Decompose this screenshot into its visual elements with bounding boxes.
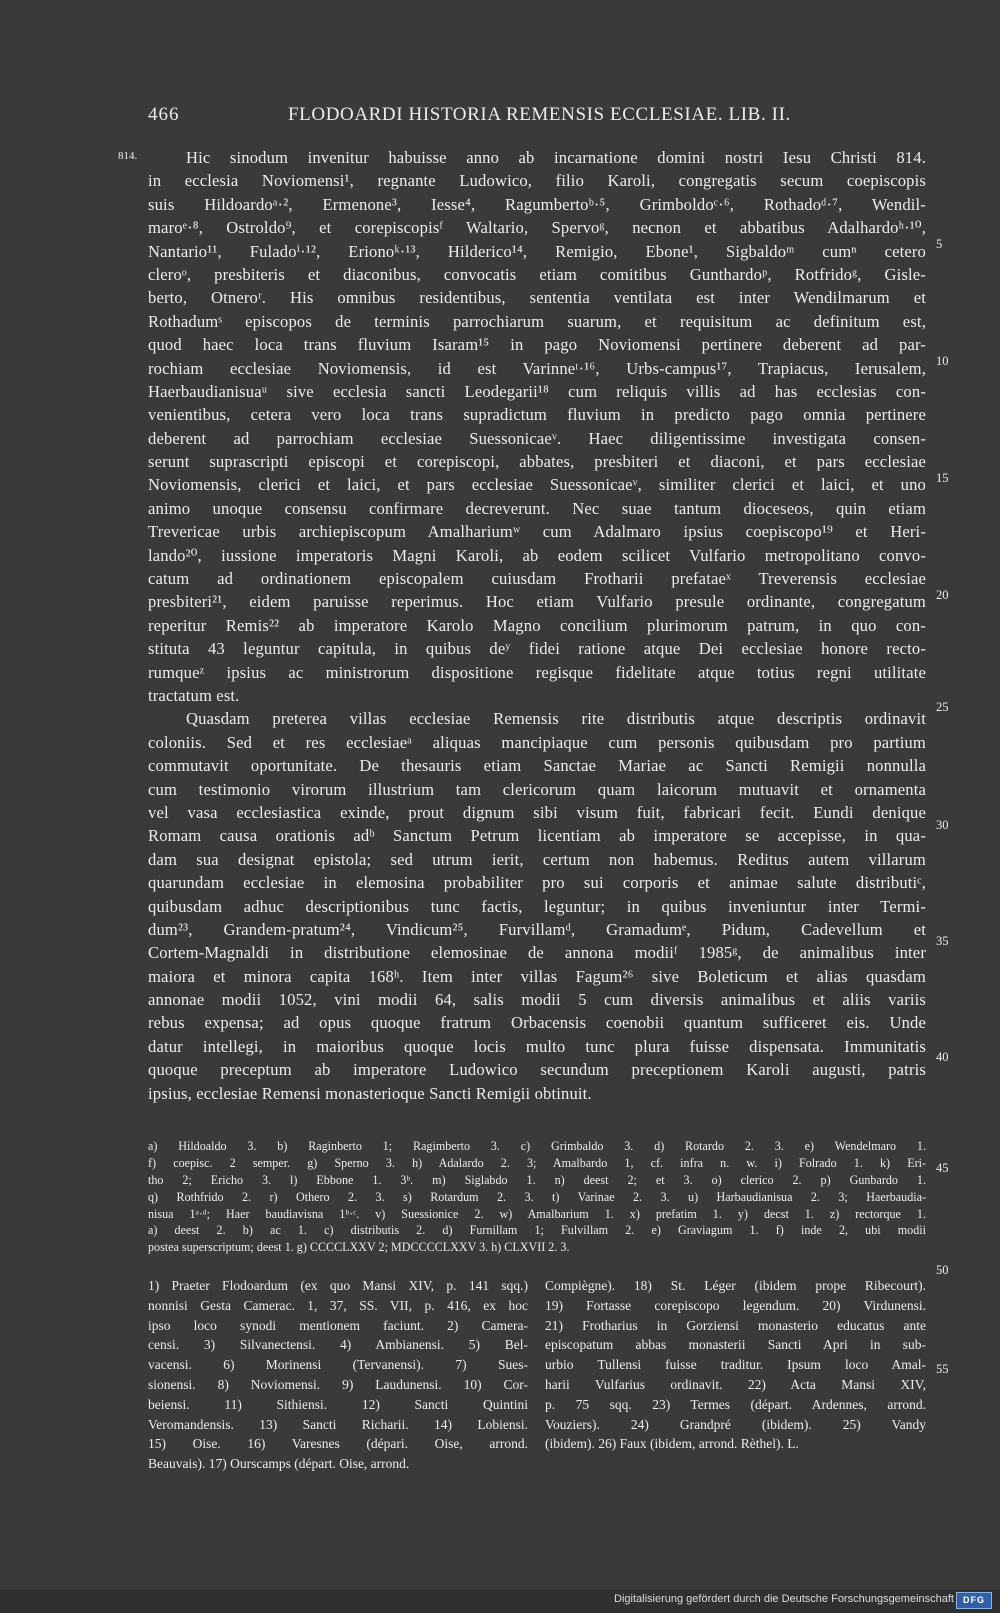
text-line: annonae modii 1052, vini modii 64, salis modii 5 cum diversis animalibus et aliis variis [148, 990, 926, 1010]
text-line: cleroᵒ, presbiteris et diaconibus, convocatis etiam comitibus Gunthardoᵖ, Rotfridoᵍ, Gisle- [148, 264, 926, 284]
line-number: 45 [936, 1161, 949, 1175]
text-line: commutavit oportunitate. De thesauris etiam Sanctae Mariae ac Sancti Remigii nonnulla [148, 756, 926, 776]
text-line: maiora et minora capita 168ʰ. Item inter villas Fagum²⁶ sive Boleticum et alias quasdam [148, 966, 926, 986]
apparatus-line: f) coepisc. 2 semper. g) Sperno 3. h) Adalardo 2. 3; Amalbardo 1, cf. infra n. w. i) Folrado 1. k) Eri- [148, 1155, 926, 1170]
line-number: 20 [936, 588, 949, 602]
text-line: deberent ad parrochiam ecclesiae Suessonicaeᵛ. Haec diligentissime investigata consen- [148, 428, 926, 448]
footnote-line: ipso loco synodi mentionem faciunt. 2) Camera- [148, 1317, 528, 1333]
footnote-line: harii Vulfarius ordinavit. 22) Acta Mansi XIV, [545, 1376, 926, 1392]
line-number: 40 [936, 1050, 949, 1064]
footnote-line: p. 75 sqq. 23) Termes (départ. Ardennes, arrond. [545, 1396, 926, 1412]
text-line: suis Hildoardoᵃ·², Ermenone³, Iesse⁴, Ragumbertoᵇ·⁵, Grimboldoᶜ·⁶, Rothadoᵈ·⁷, Wendil- [148, 194, 926, 214]
text-line: cum testimonio virorum illustrium tam clericorum quam laicorum mutuavit et ornamenta [148, 779, 926, 799]
footnote-line: beiensi. 11) Sithiensi. 12) Sancti Quintini [148, 1396, 528, 1412]
footnote-line: Compiègne). 18) St. Léger (ibidem prope Ribecourt). [545, 1278, 926, 1293]
text-line: rumqueᶻ ipsius ac ministrorum dispositione regisque fidelitate atque totius regni utilitate [148, 662, 926, 682]
footer-bar [0, 1590, 1000, 1613]
text-line: Hic sinodum invenitur habuisse anno ab incarnatione domini nostri Iesu Christi 814. [186, 148, 926, 167]
line-number: 25 [936, 700, 949, 714]
text-line: maroᵉ·⁸, Ostroldo⁹, et corepiscopisᶠ Waltario, Spervoᵍ, necnon et abbatibus Adalhardoʰ·¹⁰, [148, 218, 926, 238]
line-number: 55 [936, 1362, 949, 1376]
text-line: stituta 43 leguntur capitula, in quibus deʸ fidei ratione atque Dei ecclesiae honore recto- [148, 639, 926, 659]
text-line: quarundam ecclesiae in elemosina probabiliter pro sui corporis et animae salute distributiᶜ, [148, 873, 926, 893]
footnote-line: censi. 3) Silvanectensi. 4) Ambianensi. 5) Bel- [148, 1337, 528, 1353]
footnote-line: urbio Tullensi fuisse traditur. Ipsum loco Amal- [545, 1357, 926, 1373]
text-line: ipsius, ecclesiae Remensi monasterioque Sancti Remigii obtinuit. [148, 1083, 592, 1103]
apparatus-line: a) Hildoaldo 3. b) Raginberto 1; Ragimberto 3. c) Grimbaldo 3. d) Rotardo 2. 3. e) Wendelmaro 1. [148, 1139, 926, 1153]
footnote-line: 19) Fortasse corepiscopo legendum. 20) Virdunensi. [545, 1297, 926, 1313]
text-line: vel vasa ecclesiastica exinde, prout dignum sibi visum fuit, fabricari fecit. Eundi denique [148, 802, 926, 822]
text-line: serunt suprascripti episcopi et corepiscopi, abbates, presbiteri et diaconi, et pars ecclesiae [148, 452, 926, 472]
apparatus-line: nisua 1ᵃ·ᵈ; Haer baudiavisna 1ᵇ·ᶜ. v) Suessionice 2. w) Amalbarium 1. x) prefatim 1. y) decst 1. z) rectorque 1. [148, 1206, 926, 1221]
apparatus-line: tho 2; Ericho 3. l) Ebbone 1. 3ᵇ. m) Siglabdo 1. n) deest 2; et 3. o) clerico 2. p) Gunbardo 1. [148, 1172, 926, 1187]
text-line: reperitur Remis²² ab imperatore Karolo Magno concilium plurimorum patrum, in quo con- [148, 615, 926, 635]
text-line: Quasdam preterea villas ecclesiae Remensis rite distributis atque descriptis ordinavit [186, 709, 926, 729]
text-line: catum ad ordinationem episcopalem cuiusdam Frotharii prefataeˣ Treverensis ecclesiae [148, 569, 926, 589]
text-line: Noviomensis, clerici et laici, et pars ecclesiae Suessonicaeᵛ, similiter clerici et laici, et uno [148, 475, 926, 495]
footnotes-right-column [545, 1276, 926, 1454]
footnotes-left-column [148, 1276, 528, 1474]
footnote-line: nonnisi Gesta Camerac. 1, 37, SS. VII, p. 416, ex hoc [148, 1297, 528, 1313]
text-line: Trevericae urbis archiepiscopum Amalhariumʷ cum Adalmaro ipsius coepiscopo¹⁹ et Heri- [148, 522, 926, 542]
page-number: 466 [148, 104, 180, 125]
text-line: rochiam ecclesiae Noviomensis, id est Varinneᵗ·¹⁶, Urbs-campus¹⁷, Trapiacus, Ierusalem, [148, 358, 926, 378]
footnote-line: vacensi. 6) Morinensi (Tervanensi). 7) Sues- [148, 1357, 528, 1373]
footnote-line: episcopatum abbas monasterii Sancti Apri in sub- [545, 1337, 926, 1353]
footnote-line: 1) Praeter Flodoardum (ex quo Mansi XIV, p. 141 sqq.) [148, 1278, 528, 1293]
footnote-line: Vouziers). 24) Grandpré (ibidem). 25) Vandy [545, 1416, 926, 1432]
text-line: quoque preceptum ab imperatore Ludowico secundum preceptionem Karoli augusti, patris [148, 1060, 926, 1080]
text-line: Romam causa orationis adᵇ Sanctum Petrum licentiam ab imperatore se accepisse, in qua- [148, 826, 926, 846]
text-line: Haerbaudianisuaᵘ sive ecclesia sancti Leodegarii¹⁸ cum reliquis villis ad has ecclesias con- [148, 381, 926, 401]
footer-credit: Digitalisierung gefördert durch die Deutsche Forschungsgemeinschaft [614, 1593, 954, 1605]
running-title: FLODOARDI HISTORIA REMENSIS ECCLESIAE. LIB. II. [288, 104, 791, 125]
text-line: presbiteri²¹, eidem paruisse reperimus. Hoc etiam Vulfario presule ordinante, congregatum [148, 592, 926, 612]
text-line: Nantario¹¹, Fuladoⁱ·¹², Erionoᵏ·¹³, Hilderico¹⁴, Remigio, Ebone¹, Sigbaldoᵐ cumⁿ cetero [148, 241, 926, 261]
apparatus-line: a) deest 2. b) ac 1. c) distributis 2. d) Furnillam 1; Fulvillam 2. e) Graviagum 1. f) inde 2, ubi modii [148, 1223, 926, 1238]
footnote-line: 15) Oise. 16) Varesnes (dépari. Oise, arrond. [148, 1436, 528, 1452]
footnote-line: (ibidem). 26) Faux (ibidem, arrond. Rèthel). L. [545, 1436, 799, 1452]
line-number: 5 [936, 237, 943, 251]
text-line: Rothadumˢ episcopos de terminis parrochiarum suarum, et requisitum ac definitum est, [148, 311, 926, 331]
text-line: tractatum est. [148, 685, 240, 705]
year-margin-note: 814. [118, 150, 138, 162]
text-line: in ecclesia Noviomensi¹, regnante Ludowico, filio Karoli, congregatis secum coepiscopis [148, 171, 926, 191]
text-line: coloniis. Sed et res ecclesiaeᵃ aliquas mancipiaque cum personis quibusdam pro partium [148, 732, 926, 752]
footnote-line: sionensi. 8) Noviomensi. 9) Laudunensi. 10) Cor- [148, 1376, 528, 1392]
line-number: 30 [936, 818, 949, 832]
line-number: 10 [936, 354, 949, 368]
footnote-line: 21) Frotharius in Gorziensi monasterio educatus ante [545, 1317, 926, 1333]
text-line: lando²⁰, iussione imperatoris Magni Karoli, ab eodem scilicet Vulfario metropolitano convo- [148, 545, 926, 565]
text-line: quod haec loca trans fluvium Isaram¹⁵ in pago Noviomensi pertinere deberent ad par- [148, 335, 926, 355]
line-number: 50 [936, 1263, 949, 1277]
text-line: datur intellegi, in maioribus quoque locis multo tunc plura fuisse dispensata. Immunitatis [148, 1036, 926, 1056]
dfg-logo: DFG [956, 1592, 992, 1609]
text-line: animo unoque consensu confirmare decreverunt. Nec suae tantum dioceseos, quin etiam [148, 498, 926, 518]
footnote-line: Veromandensis. 13) Sancti Richarii. 14) Lobiensi. [148, 1416, 528, 1432]
page-header [148, 104, 808, 130]
text-line: venientibus, cetera vero loca trans supradictum fluvium in predicto pago omnia pertinere [148, 405, 926, 425]
apparatus-line: postea superscriptum; deest 1. g) CCCCLXXV 2; MDCCCCLXXV 3. h) CLXVII 2. 3. [148, 1240, 570, 1255]
critical-apparatus [148, 1138, 926, 1256]
text-line: dum²³, Grandem-pratum²⁴, Vindicum²⁵, Furvillamᵈ, Gramadumᵉ, Pidum, Cadevellum et [148, 919, 926, 939]
line-number: 35 [936, 934, 949, 948]
text-line: Cortem-Magnaldi in distributione elemosinae de annona modiiᶠ 1985ᵍ, de animalibus inter [148, 943, 926, 963]
text-line: dam sua designat epistola; sed utrum ierit, certum non habemus. Reditus autem villarum [148, 849, 926, 869]
footnote-line: Beauvais). 17) Ourscamps (départ. Oise, arrond. [148, 1456, 410, 1472]
apparatus-line: q) Rothfrido 2. r) Othero 2. 3. s) Rotardum 2. 3. t) Varinae 2. 3. u) Harbaudianisua 2. 3; Haerbaudia- [148, 1189, 926, 1204]
text-line: quibusdam adhuc descriptionibus tunc factis, leguntur; in quibus inveniuntur inter Termi- [148, 896, 926, 916]
line-number: 15 [936, 471, 949, 485]
main-text-body [148, 146, 926, 1105]
text-line: rebus expensa; ad opus quoque fratrum Orbacensis coenobii quantum sufficeret eis. Unde [148, 1013, 926, 1033]
text-line: berto, Otneroʳ. His omnibus residentibus, sententia ventilata est inter Wendilmarum et [148, 288, 926, 308]
